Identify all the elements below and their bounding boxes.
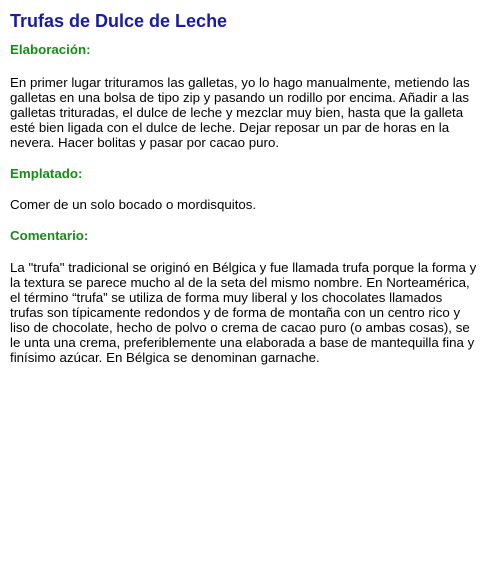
section-text-elaboracion: En primer lugar trituramos las galletas, yo lo hago manualmente, metiendo las galletas en una bolsa de tipo zip y pasando un rodillo por encima. Añadir a las galletas trituradas, el dulce de leche y mezclar muy bien, hasta que la galleta esté bien ligada con el dulce de leche. Dejar reposar un par de horas en la nevera. Hacer bolitas y pasar por cacao puro.: [10, 75, 470, 150]
section-text-comentario: La "trufa" tradicional se originó en Bélgica y fue llamada trufa porque la forma y la textura se parece mucho al de la seta del mismo nombre. En Norteamérica, el término “trufa” se utiliza de forma muy liberal y los chocolates llamados trufas son típicamente redondos y de forma de montaña con un centro rico y liso de chocolate, hecho de polvo o crema de cacao puro (o ambas cosas), se le unta una crema, preferiblemente una elaborada a base de mantequilla fina y finísimo azúcar. En Bélgica se denominan garnache.: [10, 260, 477, 365]
section-text-emplatado: Comer de un solo bocado o mordisquitos.: [10, 197, 257, 212]
section-heading-emplatado: Emplatado:: [10, 166, 83, 181]
section-heading-elaboracion: Elaboración:: [10, 42, 91, 57]
recipe-title: Trufas de Dulce de Leche: [10, 11, 228, 31]
section-heading-comentario: Comentario:: [10, 228, 89, 243]
